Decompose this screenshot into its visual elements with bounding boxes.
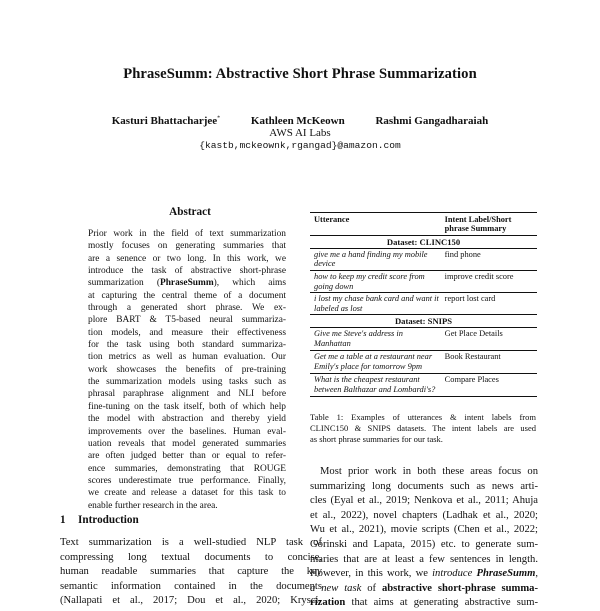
body-line: Wu et al., 2021), movie scripts (Chen et al., 2022; <box>310 524 538 536</box>
abstract-line: the summarization models using tasks such as <box>88 377 286 388</box>
abstract-line: the model with abstraction and thereby yield <box>88 414 286 425</box>
label-cell: report lost card <box>444 294 496 304</box>
caption-line: CLINC150 & SNIPS datasets. The intent labels are used <box>310 422 536 433</box>
utterance-cell: What is the cheapest restaurant between Balthazar and Lombardi's? <box>314 375 436 395</box>
author-list <box>0 115 600 127</box>
caption-line: as short phrase summaries for our task. <box>310 433 443 444</box>
emphasis-bold: rization <box>310 597 346 609</box>
body-line: Gorinski and Lapata, 2015) etc. to generate sum- <box>310 538 538 550</box>
abstract-line: fine-tuning on the task itself, both of which help <box>88 401 286 412</box>
right-column-body <box>310 465 538 611</box>
table-bottom-rule <box>310 396 537 397</box>
table-section-title: Dataset: CLINC150 <box>386 236 461 247</box>
caption-line: Table 1: Examples of utterances & intent labels from <box>310 412 536 422</box>
introduction-body <box>60 536 322 609</box>
abstract-body <box>88 228 286 512</box>
table-row <box>310 351 537 373</box>
author: Kasturi Bhattacharjee* <box>111 115 221 127</box>
author: Kathleen McKeown <box>250 115 345 127</box>
abstract-line: Prior work in the field of text summarization <box>88 229 286 239</box>
body-line: a new task of abstractive short-phrase summa- <box>310 582 538 594</box>
utterance-cell: i lost my chase bank card and want it labeled as lost <box>314 294 439 313</box>
abstract-task-name: PhraseSumm <box>159 278 214 289</box>
body-line: maries that are at least a few sentences in length. <box>310 553 538 565</box>
paper-title: PhraseSumm: Abstractive Short Phrase Summarization <box>123 66 477 82</box>
abstract-line: are a senence or two long. In this work, we <box>88 253 286 264</box>
abstract-line: we create and release a dataset for this task to <box>88 488 286 499</box>
table-row <box>310 293 537 314</box>
abstract-line: are often judged better than or equal to refer- <box>88 451 286 462</box>
label-cell: Get Place Details <box>444 329 503 339</box>
author-footnote-mark: * <box>217 115 221 122</box>
body-line: summarizing long documents such as news arti- <box>310 480 538 492</box>
examples-table <box>310 212 537 397</box>
abstract-heading: Abstract <box>169 206 211 218</box>
body-line: rization that aims at generating abstractive sum- <box>310 597 538 609</box>
author: Rashmi Gangadharaiah <box>375 115 489 127</box>
section-heading-introduction: 1 Introduction <box>60 514 139 526</box>
abstract-line: for the task using both standard summariza- <box>88 340 286 351</box>
abstract-line: at capturing the central theme of a document <box>88 290 286 301</box>
table-header <box>310 213 537 235</box>
table-row <box>310 271 537 292</box>
emphasis: introduce <box>432 568 473 580</box>
emphasis: a new task <box>310 582 362 594</box>
abstract-line: scores underestimate true performance. Finally, <box>88 475 286 486</box>
body-line: Most prior work in both these areas focus on <box>320 466 538 477</box>
utterance-cell: give me a hand finding my mobile device <box>314 249 428 269</box>
body-line: cles (Eyal et al., 2019; Nenkova et al., 2011; Ahuja <box>310 495 538 507</box>
label-cell: find phone <box>444 249 481 259</box>
body-line: (Nallapati et al., 2017; Dou et al., 2020; Krysci- <box>60 595 322 607</box>
label-cell: Book Restaurant <box>444 352 501 362</box>
column-header-utterance: Utterance <box>314 215 350 224</box>
table-row <box>310 249 537 270</box>
affiliation: AWS AI Labs <box>269 127 331 139</box>
label-cell: Compare Places <box>444 375 499 385</box>
table-row <box>310 374 537 396</box>
utterance-cell: Get me a table at a restaurant near Emily's place for tomorrow 9pm <box>314 352 433 372</box>
abstract-line: through a generated short phrase. We ex- <box>88 303 286 314</box>
abstract-line: introduce the task of abstractive short-phrase <box>88 266 286 277</box>
body-line: compressing long textual documents to concise, <box>60 551 322 563</box>
abstract-line: phrasal paraphrase alignment and NLI before <box>88 389 286 400</box>
table-row <box>310 328 537 350</box>
emphasis-bold: abstractive short-phrase summa- <box>381 582 538 594</box>
table-caption <box>310 412 536 444</box>
abstract-line: uation reveals that model generated summaries <box>88 438 286 449</box>
abstract-line: mostly focuses on generating summaries that <box>88 241 286 252</box>
author-emails: {kastb,mckeownk,rgangad}@amazon.com <box>199 140 401 151</box>
body-line: et al., 2022), novel chapters (Ladhak et al., 2020; <box>310 509 538 521</box>
column-header-label: Intent Label/Short phrase Summary <box>444 215 512 234</box>
abstract-line: work showcases the benefits of pre-training <box>88 364 286 375</box>
body-line: human readable summaries that capture the key <box>60 566 322 578</box>
abstract-line: tion metrics as well as human evaluation. Our <box>88 352 286 363</box>
utterance-cell: how to keep my credit score from going down <box>314 272 425 291</box>
abstract-line: enable further research in the area. <box>88 500 218 511</box>
label-cell: improve credit score <box>444 272 514 281</box>
abstract-line: ence summaries, demonstrating that ROUGE <box>88 463 286 474</box>
body-line: semantic information contained in the documents <box>60 580 322 592</box>
abstract-line: plore BART & T5-based neural summariza- <box>88 315 286 326</box>
task-name: PhraseSumm <box>476 568 536 580</box>
body-line: Text summarization is a well-studied NLP task of <box>60 537 322 548</box>
table-section-title: Dataset: SNIPS <box>394 316 453 327</box>
abstract-line: tion models, and measure their effectiveness <box>88 327 286 338</box>
abstract-line: improvements over the baselines. Human eval- <box>88 426 286 437</box>
body-line: However, in this work, we introduce PhraseSumm, <box>310 568 538 580</box>
abstract-line: summarization (PhraseSumm), which aims <box>88 278 286 289</box>
utterance-cell: Give me Steve's address in Manhattan <box>314 329 403 349</box>
